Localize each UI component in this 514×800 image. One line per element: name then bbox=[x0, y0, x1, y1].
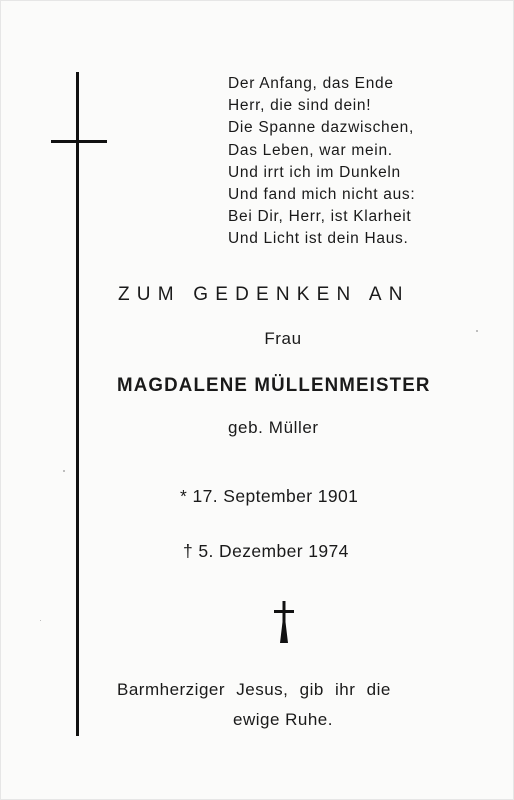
prayer-line: ewige Ruhe. bbox=[232, 710, 333, 729]
poem-line: Das Leben, war mein. bbox=[228, 141, 393, 159]
birth-name: geb. Müller bbox=[228, 418, 319, 437]
death-date: † 5. Dezember 1974 bbox=[183, 541, 349, 561]
poem-line: Die Spanne dazwischen, bbox=[228, 119, 415, 137]
poem bbox=[228, 73, 488, 251]
deceased-name: MAGDALENE MÜLLENMEISTER bbox=[117, 374, 431, 396]
poem-line: Der Anfang, das Ende bbox=[228, 75, 394, 92]
birth-date: * 17. September 1901 bbox=[180, 486, 359, 506]
paper-speck bbox=[40, 620, 41, 621]
memorial-heading: ZUM GEDENKEN AN bbox=[118, 284, 410, 305]
paper-speck bbox=[476, 330, 478, 332]
poem-line: Und irrt ich im Dunkeln bbox=[228, 163, 401, 181]
poem-line: Und fand mich nicht aus: bbox=[228, 186, 416, 204]
closing-prayer bbox=[117, 675, 449, 735]
salutation: Frau bbox=[264, 329, 302, 348]
small-cross-icon bbox=[273, 600, 295, 644]
cross-vertical-bar bbox=[76, 72, 79, 736]
cross-horizontal-bar bbox=[51, 140, 107, 143]
paper-speck bbox=[63, 470, 65, 472]
poem-line: Herr, die sind dein! bbox=[228, 97, 372, 115]
poem-line: Und Licht ist dein Haus. bbox=[228, 230, 409, 248]
poem-line: Bei Dir, Herr, ist Klarheit bbox=[228, 208, 412, 226]
prayer-line: Barmherziger Jesus, gib ihr die bbox=[117, 680, 391, 699]
